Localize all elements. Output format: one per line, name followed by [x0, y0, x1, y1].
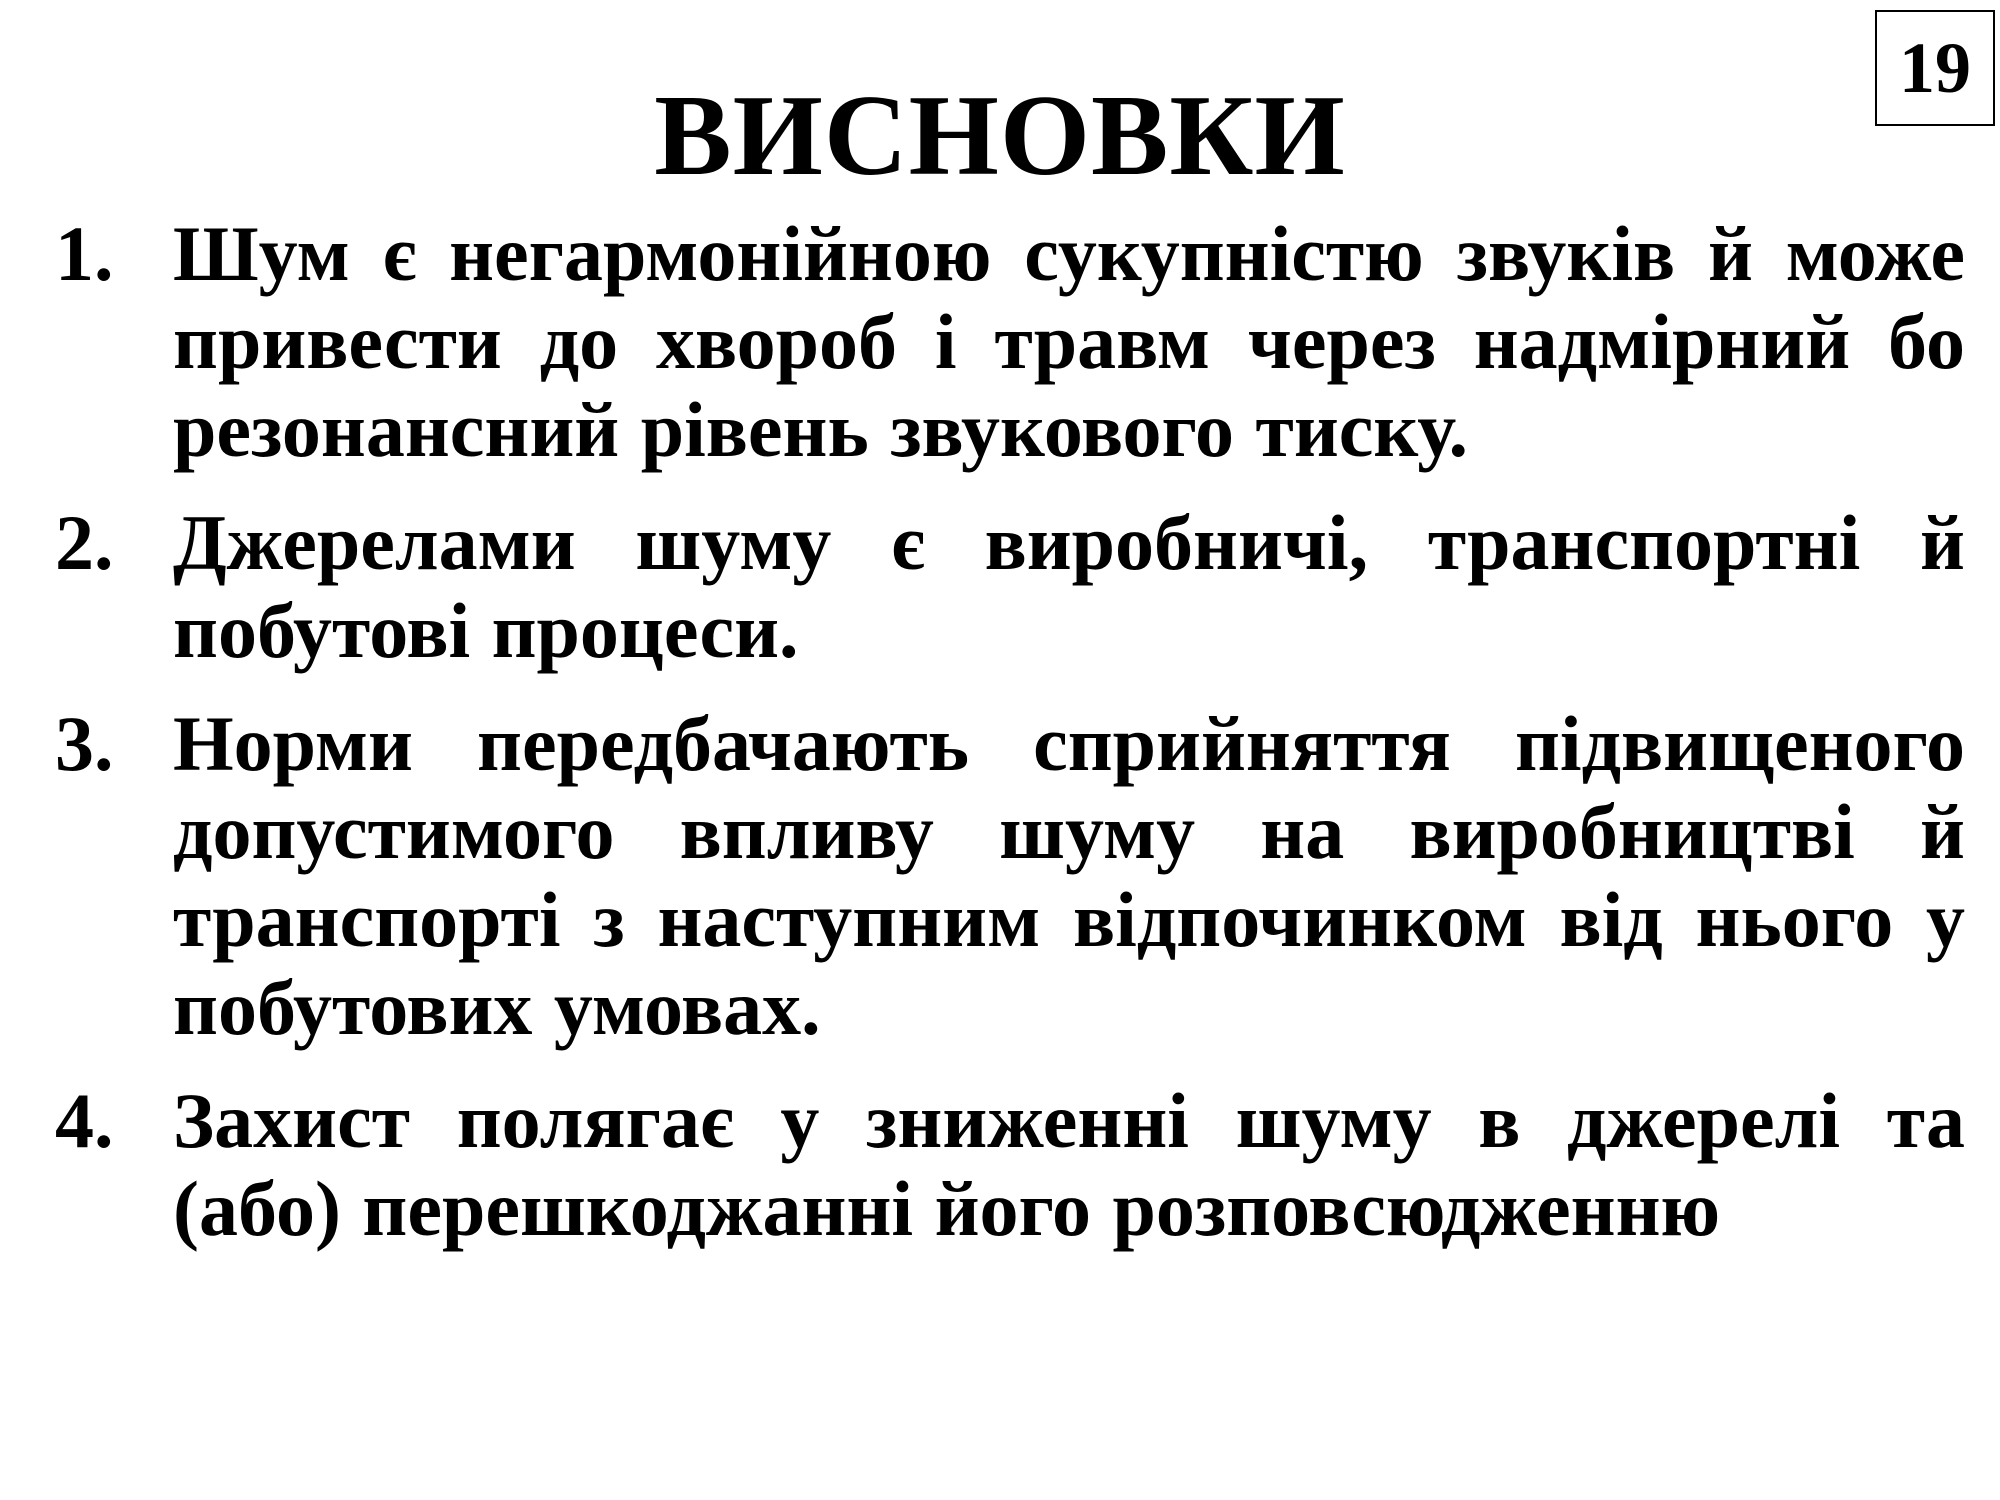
conclusion-item — [55, 210, 1965, 474]
conclusion-number: 4. — [55, 1077, 114, 1164]
conclusion-number: 1. — [55, 210, 114, 297]
conclusion-text: Захист полягає у зниженні шуму в джерелі та (або) перешкоджанні його розповсюдженню — [173, 1077, 1965, 1252]
conclusion-number: 2. — [55, 499, 114, 586]
slide-title: ВИСНОВКИ — [654, 72, 1346, 200]
conclusions-list — [55, 210, 1965, 1278]
conclusion-text: Джерелами шуму є виробничі, транспортні й побутові процеси. — [173, 499, 1965, 674]
conclusion-item — [55, 499, 1965, 675]
page-number-box: 19 — [1875, 10, 1995, 126]
conclusion-text: Норми передбачають сприйняття підвищеного допустимого впливу шуму на виробництві й транспорті з наступним відпочинком від нього у побутових умовах. — [173, 700, 1965, 1051]
conclusion-text: Шум є негармонійною сукупністю звуків й може привести до хвороб і травм через надмірний бо резонансний рівень звукового тиску. — [173, 210, 1965, 473]
conclusion-number: 3. — [55, 700, 114, 787]
conclusion-item — [55, 1077, 1965, 1253]
conclusion-item — [55, 700, 1965, 1052]
